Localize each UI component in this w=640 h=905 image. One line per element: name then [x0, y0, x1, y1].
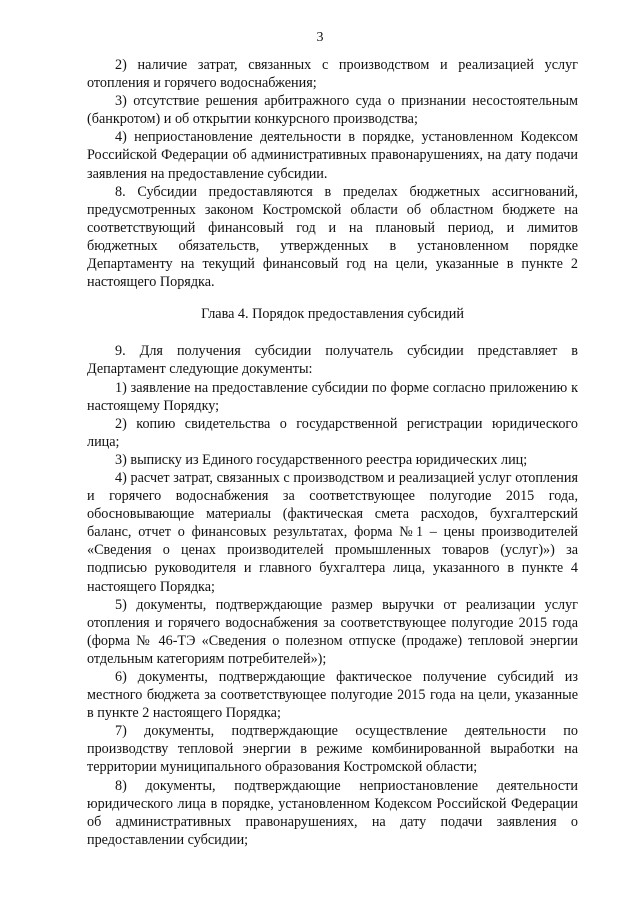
paragraph-clause-9: 9. Для получения субсидии получатель субсидии представляет в Департамент следующие документы:	[87, 343, 578, 378]
list-item-2: 2) копию свидетельства о государственной регистрации юридического лица;	[87, 415, 578, 450]
document-body	[87, 56, 578, 849]
list-item-8: 8) документы, подтверждающие неприостановление деятельности юридического лица в порядке, установленном Кодексом Российской Федерации об административных правонарушениях, на дату подачи заявления о предоставлении субсидии;	[87, 777, 578, 848]
paragraph-item-3: 3) отсутствие решения арбитражного суда о признании несостоятельным (банкротом) и об открытии конкурсного производства;	[87, 93, 578, 128]
paragraph-clause-8: 8. Субсидии предоставляются в пределах бюджетных ассигнований, предусмотренных законом Костромской области об областном бюджете на соответствующий финансовый год и на плановый период, и лимитов бюджетных обязательств, утвержденных в установленном порядке Департаменту на текущий финансовый год на цели, указанные в пункте 2 настоящего Порядка.	[87, 183, 578, 291]
list-item-5: 5) документы, подтверждающие размер выручки от реализации услуг отопления и горячего водоснабжения за соответствующее полугодие 2015 года (форма № 46-ТЭ «Сведения о полезном отпуске (продаже) тепловой энергии отдельным категориям потребителей»);	[87, 596, 578, 667]
list-item-1: 1) заявление на предоставление субсидии по форме согласно приложению к настоящему Порядку;	[87, 379, 578, 414]
list-item-3: 3) выписку из Единого государственного реестра юридических лиц;	[115, 451, 528, 468]
list-item-6: 6) документы, подтверждающие фактическое получение субсидий из местного бюджета за соответствующее полугодие 2015 года на цели, указанные в пункте 2 настоящего Порядка;	[87, 669, 578, 722]
chapter-heading: Глава 4. Порядок предоставления субсидий	[201, 306, 464, 323]
paragraph-item-4: 4) неприостановление деятельности в порядке, установленном Кодексом Российской Федерации об административных правонарушениях, на дату подачи заявления на предоставление субсидии.	[87, 129, 578, 182]
list-item-7: 7) документы, подтверждающие осуществление деятельности по производству тепловой энергии в режиме комбинированной выработки на территории муниципального образования Костромской области;	[87, 723, 578, 776]
list-item-4: 4) расчет затрат, связанных с производством и реализацией услуг отопления и горячего водоснабжения за соответствующее полугодие 2015 года, обосновывающие материалы (фактическая смета расходов, бухгалтерский баланс, отчет о финансовых результатах, форма №1 – цены производителей «Сведения о ценах производителей промышленных товаров (услуг)») за подписью руководителя и главного бухгалтера лица, указанного в пункте 4 настоящего Порядка;	[87, 469, 578, 595]
paragraph-item-2: 2) наличие затрат, связанных с производством и реализацией услуг отопления и горячего водоснабжения;	[87, 57, 578, 92]
page-number: 3	[316, 30, 324, 45]
